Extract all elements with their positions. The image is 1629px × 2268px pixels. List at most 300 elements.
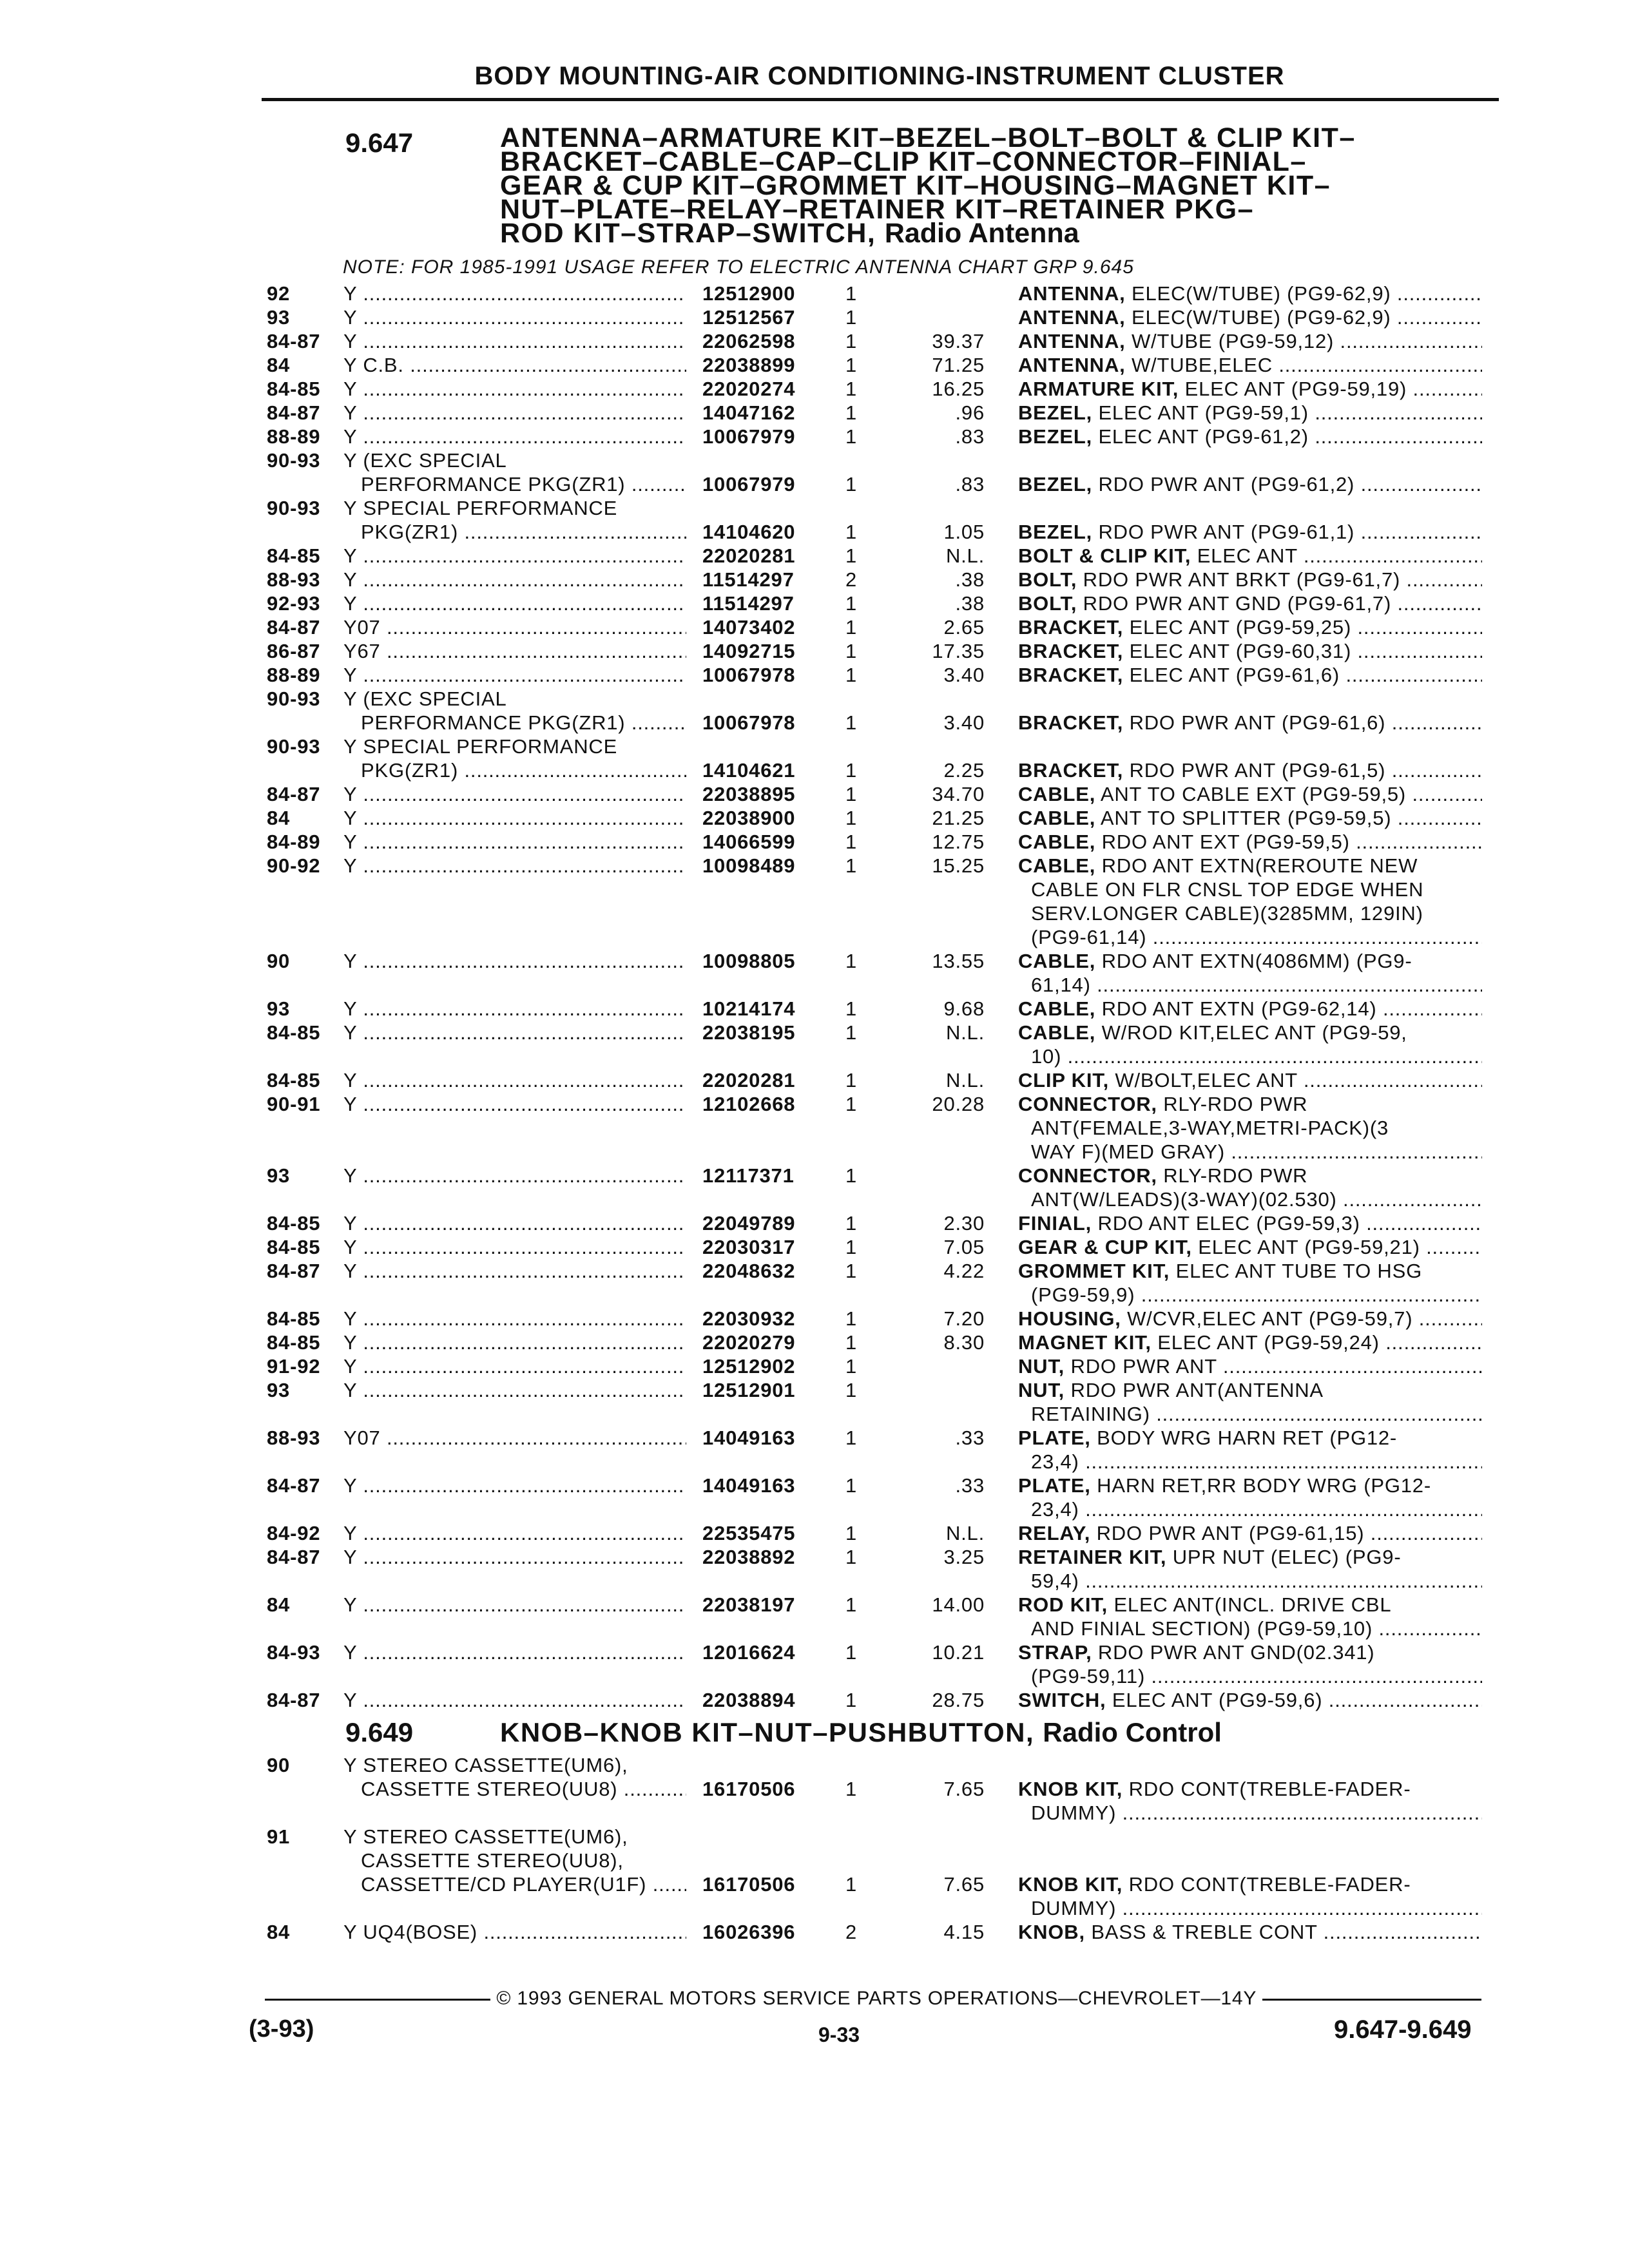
part-number: 14104621 [702, 759, 796, 782]
part-number: 22049789 [702, 1212, 796, 1235]
part-row-values [0, 1331, 1629, 1354]
group-title-line: NUT–PLATE–RELAY–RETAINER KIT–RETAINER PKG– [500, 194, 1255, 225]
part-description-line: SERV.LONGER CABLE)(3285MM, 129IN) [1031, 902, 1423, 925]
usage-code: Y ..... [343, 783, 686, 806]
part-description-line: 59,4) ..... [1031, 1570, 1482, 1593]
part-detail: RDO PWR ANT (PG9-61,15) [1096, 1522, 1365, 1544]
part-detail: ELEC ANT TUBE TO HSG [1175, 1260, 1423, 1282]
quantity: 1 [845, 1522, 858, 1544]
part-number: 22020281 [702, 1069, 796, 1091]
part-row-values [0, 1307, 1629, 1331]
quantity: 1 [845, 616, 858, 639]
part-row-values [0, 306, 1629, 329]
part-description [1018, 1778, 1482, 1801]
price: 2.65 [943, 616, 985, 639]
part-description [1018, 401, 1482, 425]
part-row-values [0, 330, 1629, 353]
part-number: 22535475 [702, 1522, 796, 1544]
part-detail: ELEC ANT(INCL. DRIVE CBL [1113, 1593, 1392, 1616]
part-description [1018, 1921, 1482, 1944]
usage-code: Y ..... [343, 1522, 686, 1545]
part-description [1018, 1873, 1482, 1896]
usage-code: Y ..... [343, 1474, 686, 1497]
part-description-line: (PG9-59,11) ..... [1031, 1665, 1482, 1688]
part-description [1018, 1546, 1482, 1569]
price: 71.25 [932, 354, 985, 376]
price [888, 282, 985, 305]
part-description [1018, 1164, 1482, 1187]
year-range: 84 [267, 807, 291, 829]
part-detail: RDO ANT EXTN(4086MM) (PG9- [1101, 950, 1412, 972]
part-row [0, 687, 1629, 711]
price: 16.25 [932, 378, 985, 400]
quantity: 1 [845, 1021, 858, 1044]
usage-code: Y ..... [343, 1379, 686, 1402]
usage-code: PERFORMANCE PKG(ZR1) ..... [361, 473, 686, 496]
part-detail: ELEC(W/TUBE) (PG9-62,9) [1131, 282, 1391, 305]
price: 13.55 [932, 950, 985, 972]
part-description-line: DUMMY) ..... [1031, 1897, 1482, 1920]
group-number-9-649: 9.649 [345, 1717, 414, 1747]
part-detail: ELEC ANT (PG9-59,25) [1129, 616, 1352, 639]
price: 2.30 [943, 1212, 985, 1235]
part-name: NUT, [1018, 1379, 1065, 1401]
quantity: 1 [845, 1778, 858, 1801]
part-name: STRAP, [1018, 1641, 1092, 1664]
quantity: 1 [845, 1307, 858, 1330]
part-name: ANTENNA, [1018, 330, 1126, 352]
group-title-9-647 [500, 122, 1356, 249]
year-range: 84-85 [267, 378, 321, 400]
year-range: 92 [267, 282, 291, 305]
quantity: 1 [845, 1260, 858, 1282]
part-number: 12102668 [702, 1093, 796, 1115]
header-rule [262, 98, 1499, 101]
quantity: 1 [845, 521, 858, 544]
part-name: CABLE, [1018, 1021, 1096, 1044]
quantity: 1 [845, 1641, 858, 1664]
part-description [1018, 1021, 1482, 1044]
usage-code: Y ..... [343, 1236, 686, 1259]
part-description-line: (PG9-59,9) ..... [1031, 1283, 1482, 1307]
usage-code: Y ..... [343, 1212, 686, 1235]
part-number: 10067979 [702, 473, 796, 496]
part-number: 10098805 [702, 950, 796, 972]
price: 8.30 [943, 1331, 985, 1354]
part-row-values [0, 568, 1629, 591]
part-name: HOUSING, [1018, 1307, 1121, 1330]
price: .33 [955, 1474, 985, 1497]
part-description [1018, 1355, 1482, 1378]
usage-code: PKG(ZR1) ..... [361, 521, 686, 544]
year-range: 84-87 [267, 783, 321, 805]
part-detail: RLY-RDO PWR [1163, 1093, 1308, 1115]
part-number: 12016624 [702, 1641, 796, 1664]
description-continued [0, 1140, 1629, 1164]
part-name: FINIAL, [1018, 1212, 1092, 1235]
part-row-values [0, 759, 1629, 782]
page-header-title: BODY MOUNTING-AIR CONDITIONING-INSTRUMENT CLUSTER [474, 62, 1285, 90]
year-range: 84 [267, 1921, 291, 1943]
part-number: 12117371 [702, 1164, 795, 1187]
year-range: 84-92 [267, 1522, 321, 1544]
price: .33 [955, 1427, 985, 1449]
year-range: 91 [267, 1825, 291, 1848]
part-row-values [0, 1474, 1629, 1497]
part-detail: ELEC(W/TUBE) (PG9-62,9) [1131, 306, 1391, 329]
part-detail: RDO PWR ANT (PG9-61,6) [1129, 711, 1386, 735]
part-row-values [0, 664, 1629, 687]
price: 7.65 [943, 1873, 985, 1896]
quantity: 1 [845, 759, 858, 782]
part-number: 16170506 [702, 1873, 796, 1896]
part-name: BEZEL, [1018, 473, 1093, 496]
part-number: 22030317 [702, 1236, 796, 1258]
usage-code: Y UQ4(BOSE) ..... [343, 1921, 686, 1944]
group-title-suffix: Radio Control [1043, 1717, 1222, 1747]
quantity: 2 [845, 568, 858, 591]
usage-code: Y ..... [343, 306, 686, 329]
part-number: 10067979 [702, 425, 796, 448]
price: 10.21 [932, 1641, 985, 1664]
part-name: BOLT, [1018, 592, 1077, 615]
part-name: PLATE, [1018, 1427, 1091, 1449]
part-number: 22020274 [702, 378, 796, 400]
part-detail: W/TUBE (PG9-59,12) [1131, 330, 1335, 352]
quantity: 1 [845, 592, 858, 615]
year-range: 84-87 [267, 330, 321, 352]
part-detail: W/CVR,ELEC ANT (PG9-59,7) [1127, 1307, 1413, 1330]
part-row-continued [0, 1849, 1629, 1872]
year-range: 84-87 [267, 1474, 321, 1497]
part-detail: RDO PWR ANT(ANTENNA [1070, 1379, 1324, 1401]
part-detail: RDO CONT(TREBLE-FADER- [1128, 1873, 1411, 1896]
price: .83 [955, 425, 985, 448]
quantity: 1 [845, 1546, 858, 1568]
part-number: 14066599 [702, 831, 796, 853]
part-number: 11514297 [702, 592, 795, 615]
part-description [1018, 1379, 1482, 1402]
part-number: 22062598 [702, 330, 796, 352]
part-row-values [0, 1427, 1629, 1450]
part-detail: ELEC ANT (PG9-59,24) [1157, 1331, 1380, 1354]
part-detail: RDO PWR ANT (PG9-61,2) [1098, 473, 1355, 496]
part-number: 10214174 [702, 997, 796, 1020]
usage-note: NOTE: FOR 1985-1991 USAGE REFER TO ELECTRIC ANTENNA CHART GRP 9.645 [343, 256, 1134, 278]
year-range: 88-89 [267, 425, 321, 448]
part-number: 12512900 [702, 282, 796, 305]
part-row [0, 497, 1629, 520]
part-row-values [0, 616, 1629, 639]
part-row-values [0, 807, 1629, 830]
part-row [0, 449, 1629, 472]
part-description-line: DUMMY) ..... [1031, 1802, 1482, 1825]
part-number: 22038892 [702, 1546, 796, 1568]
part-number: 14047162 [702, 401, 796, 424]
part-name: BRACKET, [1018, 759, 1124, 782]
part-description [1018, 544, 1482, 568]
year-range: 90-93 [267, 497, 321, 519]
usage-code: Y ..... [343, 425, 686, 448]
part-detail: RDO PWR ANT [1070, 1355, 1217, 1378]
usage-code: Y ..... [343, 950, 686, 973]
year-range: 84-87 [267, 401, 321, 424]
year-range: 90-92 [267, 854, 321, 877]
usage-code: Y C.B. ..... [343, 354, 686, 377]
part-row-values [0, 854, 1629, 878]
part-row-values [0, 354, 1629, 377]
year-range: 90-91 [267, 1093, 321, 1115]
usage-code: Y ..... [343, 401, 686, 425]
part-name: PLATE, [1018, 1474, 1091, 1497]
quantity: 1 [845, 664, 858, 686]
part-number: 11514297 [702, 568, 795, 591]
part-row-values [0, 1093, 1629, 1116]
price: .38 [955, 568, 985, 591]
part-row-values [0, 473, 1629, 496]
quantity: 1 [845, 1069, 858, 1091]
part-description [1018, 1307, 1482, 1331]
part-detail: ELEC ANT (PG9-59,19) [1184, 378, 1407, 400]
part-number: 22038894 [702, 1689, 796, 1711]
quantity: 1 [845, 425, 858, 448]
quantity: 1 [845, 1689, 858, 1711]
usage-code: Y ..... [343, 1164, 686, 1187]
price [888, 1164, 985, 1187]
part-description [1018, 1069, 1482, 1092]
group-title-9-649 [500, 1717, 1222, 1748]
part-row [0, 1754, 1629, 1777]
price: .96 [955, 401, 985, 424]
part-name: RELAY, [1018, 1522, 1091, 1544]
quantity: 1 [845, 1873, 858, 1896]
part-name: ANTENNA, [1018, 282, 1126, 305]
price: 21.25 [932, 807, 985, 829]
quantity: 1 [845, 1355, 858, 1378]
part-row-values [0, 1546, 1629, 1569]
part-detail: HARN RET,RR BODY WRG (PG12- [1097, 1474, 1431, 1497]
usage-code: PERFORMANCE PKG(ZR1) ..... [361, 711, 686, 735]
price: 3.25 [943, 1546, 985, 1568]
part-detail: ANT TO SPLITTER (PG9-59,5) [1100, 807, 1392, 829]
part-number: 12512901 [702, 1379, 796, 1401]
part-detail: RDO PWR ANT GND (PG9-61,7) [1083, 592, 1392, 615]
part-row-values [0, 997, 1629, 1021]
part-name: ROD KIT, [1018, 1593, 1108, 1616]
part-detail: ELEC ANT (PG9-60,31) [1129, 640, 1352, 662]
quantity: 2 [845, 1921, 858, 1943]
part-description [1018, 997, 1482, 1021]
price: 4.15 [943, 1921, 985, 1943]
part-detail: ELEC ANT (PG9-59,21) [1198, 1236, 1420, 1258]
part-description [1018, 1641, 1482, 1664]
part-name: NUT, [1018, 1355, 1065, 1378]
part-description [1018, 568, 1482, 591]
quantity: 1 [845, 354, 858, 376]
usage-code: Y SPECIAL PERFORMANCE [343, 497, 618, 519]
usage-code: Y SPECIAL PERFORMANCE [343, 735, 618, 758]
usage-code: Y ..... [343, 807, 686, 830]
year-range: 84-85 [267, 1307, 321, 1330]
price: 14.00 [932, 1593, 985, 1616]
part-description [1018, 521, 1482, 544]
part-name: BEZEL, [1018, 401, 1093, 424]
year-range: 88-89 [267, 664, 321, 686]
part-row-values [0, 1236, 1629, 1259]
year-range: 84-85 [267, 1069, 321, 1091]
quantity: 1 [845, 1593, 858, 1616]
usage-code: Y07 ..... [343, 616, 686, 639]
description-continued [0, 974, 1629, 997]
part-detail: RDO PWR ANT (PG9-61,5) [1129, 759, 1386, 782]
part-detail: RDO PWR ANT (PG9-61,1) [1098, 521, 1355, 544]
part-description [1018, 306, 1482, 329]
part-number: 22030932 [702, 1307, 796, 1330]
part-row-values [0, 1164, 1629, 1187]
usage-code: Y67 ..... [343, 640, 686, 663]
part-description [1018, 1212, 1482, 1235]
price [888, 1379, 985, 1402]
year-range: 93 [267, 306, 291, 329]
quantity: 1 [845, 1212, 858, 1235]
part-number: 22038900 [702, 807, 796, 829]
part-name: CABLE, [1018, 950, 1096, 972]
part-number: 22038899 [702, 354, 796, 376]
quantity: 1 [845, 378, 858, 400]
price: N.L. [945, 1069, 985, 1091]
part-detail: UPR NUT (ELEC) (PG9- [1172, 1546, 1402, 1568]
price: 34.70 [932, 783, 985, 805]
part-detail: RLY-RDO PWR [1163, 1164, 1308, 1187]
description-continued [0, 1802, 1629, 1825]
part-row-values [0, 282, 1629, 305]
part-number: 14049163 [702, 1427, 796, 1449]
description-continued [0, 1283, 1629, 1307]
price: N.L. [945, 1021, 985, 1044]
part-name: SWITCH, [1018, 1689, 1106, 1711]
part-detail: RDO PWR ANT GND(02.341) [1097, 1641, 1375, 1664]
part-number: 10098489 [702, 854, 796, 877]
part-row-values [0, 1593, 1629, 1617]
part-name: ANTENNA, [1018, 306, 1126, 329]
description-continued [0, 878, 1629, 901]
year-range: 84-85 [267, 544, 321, 567]
part-row-values [0, 521, 1629, 544]
usage-code: Y ..... [343, 1593, 686, 1617]
part-name: MAGNET KIT, [1018, 1331, 1152, 1354]
part-number: 22038895 [702, 783, 796, 805]
part-number: 22020281 [702, 544, 796, 567]
footer-group-range: 9.647-9.649 [1334, 2015, 1472, 2044]
part-row-values [0, 1212, 1629, 1235]
part-description [1018, 1593, 1482, 1617]
part-description [1018, 616, 1482, 639]
usage-code: Y ..... [343, 1355, 686, 1378]
part-description-line: CABLE ON FLR CNSL TOP EDGE WHEN [1031, 878, 1424, 901]
usage-code: Y ..... [343, 1021, 686, 1044]
part-description [1018, 425, 1482, 448]
part-row-values [0, 1689, 1629, 1712]
part-detail: RDO ANT EXTN(REROUTE NEW [1101, 854, 1418, 877]
part-description [1018, 1522, 1482, 1545]
usage-code: Y ..... [343, 1093, 686, 1116]
part-description [1018, 640, 1482, 663]
part-row-values [0, 1522, 1629, 1545]
part-description [1018, 1427, 1482, 1450]
price: 4.22 [943, 1260, 985, 1282]
description-continued [0, 1117, 1629, 1140]
quantity: 1 [845, 854, 858, 877]
part-name: CABLE, [1018, 831, 1096, 853]
usage-code: Y ..... [343, 664, 686, 687]
part-name: ANTENNA, [1018, 354, 1126, 376]
description-continued [0, 1897, 1629, 1920]
part-number: 10067978 [702, 664, 796, 686]
usage-code: Y ..... [343, 997, 686, 1021]
part-number: 22048632 [702, 1260, 796, 1282]
part-number: 14073402 [702, 616, 796, 639]
part-name: CABLE, [1018, 997, 1096, 1020]
group-title-line: ANTENNA–ARMATURE KIT–BEZEL–BOLT–BOLT & CLIP KIT– [500, 122, 1356, 153]
part-name: CABLE, [1018, 783, 1096, 805]
part-detail: RDO ANT ELEC (PG9-59,3) [1097, 1212, 1360, 1235]
usage-code: Y ..... [343, 378, 686, 401]
usage-code: Y ..... [343, 1331, 686, 1354]
part-description-line: 10) ..... [1031, 1045, 1482, 1068]
part-description [1018, 807, 1482, 830]
part-name: BOLT & CLIP KIT, [1018, 544, 1191, 567]
part-row-values [0, 783, 1629, 806]
part-number: 12512567 [702, 306, 796, 329]
year-range: 86-87 [267, 640, 321, 662]
year-range: 84-85 [267, 1331, 321, 1354]
usage-code: Y ..... [343, 568, 686, 591]
quantity: 1 [845, 997, 858, 1020]
part-number: 14049163 [702, 1474, 796, 1497]
year-range: 90-93 [267, 687, 321, 710]
year-range: 90 [267, 1754, 291, 1776]
part-name: BOLT, [1018, 568, 1077, 591]
year-range: 84-93 [267, 1641, 321, 1664]
part-name: CABLE, [1018, 854, 1096, 877]
part-detail: RDO PWR ANT BRKT (PG9-61,7) [1083, 568, 1401, 591]
usage-code: Y ..... [343, 592, 686, 615]
price: 9.68 [943, 997, 985, 1020]
price: 3.40 [943, 711, 985, 735]
usage-code: Y ..... [343, 544, 686, 568]
year-range: 84-85 [267, 1021, 321, 1044]
year-range: 84 [267, 354, 291, 376]
group-title-line: ROD KIT–STRAP–SWITCH, [500, 218, 876, 249]
part-number: 12512902 [702, 1355, 796, 1378]
part-description [1018, 831, 1482, 854]
quantity: 1 [845, 282, 858, 305]
part-row-values [0, 1379, 1629, 1402]
year-range: 84-87 [267, 1689, 321, 1711]
quantity: 1 [845, 544, 858, 567]
quantity: 1 [845, 1427, 858, 1449]
usage-code: Y STEREO CASSETTE(UM6), [343, 1754, 628, 1776]
description-continued [0, 1498, 1629, 1521]
part-detail: ELEC ANT (PG9-61,6) [1129, 664, 1340, 686]
part-name: CLIP KIT, [1018, 1069, 1109, 1091]
year-range: 91-92 [267, 1355, 321, 1378]
part-number: 14092715 [702, 640, 796, 662]
part-name: BEZEL, [1018, 425, 1093, 448]
part-description [1018, 664, 1482, 687]
usage-code: Y STEREO CASSETTE(UM6), [343, 1825, 628, 1848]
description-continued [0, 926, 1629, 949]
